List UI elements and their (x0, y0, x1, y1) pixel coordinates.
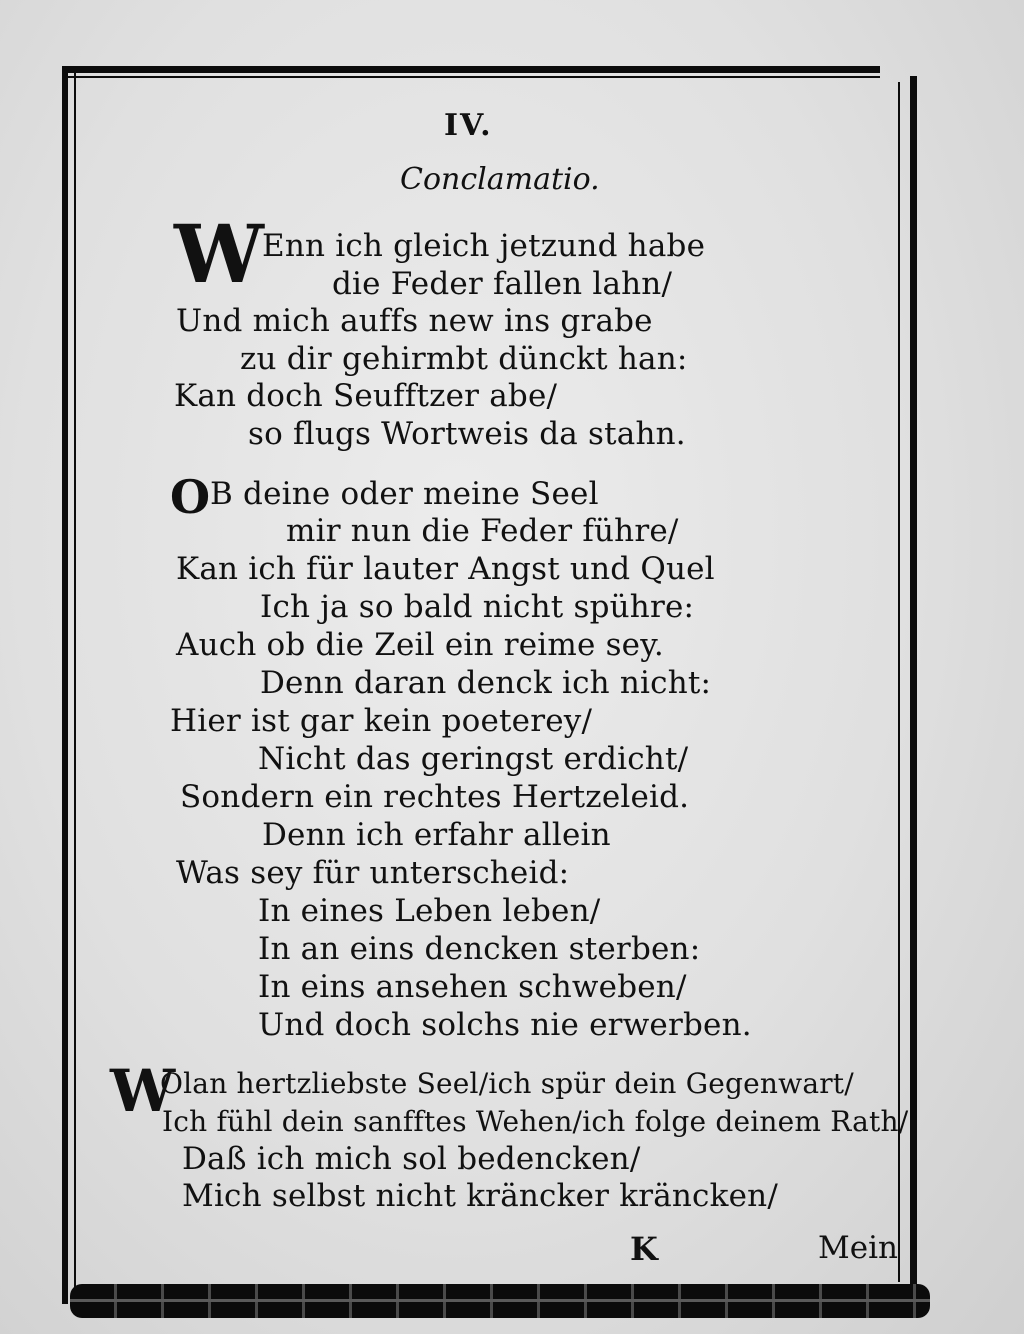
verse-line: zu dir gehirmbt dünckt han: (240, 341, 688, 377)
poem-title: Conclamatio. (400, 162, 600, 197)
verse-line: Auch ob die Zeil ein reime sey. (176, 627, 664, 663)
drop-cap-initial: W (174, 207, 264, 301)
verse-line: Was sey für unterscheid: (176, 855, 570, 891)
verse-line: In an eins dencken sterben: (258, 931, 701, 967)
verse-line: Olan hertzliebste Seel/ich spür dein Gegenwart/ (160, 1067, 854, 1100)
frame-top-inner-rule (62, 76, 880, 78)
verse-line: Kan ich für lauter Angst und Quel (176, 551, 715, 587)
verse-line: Und doch solchs nie erwerben. (258, 1007, 752, 1043)
verse-line: so flugs Wortweis da stahn. (248, 416, 686, 452)
verse-line: Mich selbst nicht kräncker kräncken/ (182, 1178, 778, 1214)
verse-line: Und mich auffs new ins grabe (176, 303, 653, 339)
verse-line: In eines Leben leben/ (258, 893, 601, 929)
frame-right-rule (910, 76, 917, 1290)
verse-line: die Feder fallen lahn/ (332, 266, 673, 302)
drop-cap-initial: W (110, 1057, 176, 1125)
signature-mark: K (630, 1230, 658, 1268)
verse-line: Ich ja so bald nicht spühre: (260, 589, 695, 625)
frame-top-rule (62, 66, 880, 73)
verse-line: Sondern ein rechtes Hertzeleid. (180, 779, 690, 815)
verse-line: Denn daran denck ich nicht: (260, 665, 712, 701)
verse-line: In eins ansehen schweben/ (258, 969, 687, 1005)
ornamental-bottom-border (70, 1284, 930, 1318)
verse-line: Ich fühl dein sanfftes Wehen/ich folge deinem Rath/ (162, 1105, 909, 1138)
frame-left-rule (62, 66, 68, 1304)
verse-line: Kan doch Seufftzer abe/ (174, 378, 558, 414)
verse-line: Daß ich mich sol bedencken/ (182, 1141, 641, 1177)
verse-line: mir nun die Feder führe/ (286, 513, 679, 549)
section-number: IV. (444, 108, 493, 143)
verse-line: Nicht das geringst erdicht/ (258, 741, 689, 777)
frame-left-inner-rule (74, 72, 76, 1296)
verse-line: Hier ist gar kein poeterey/ (170, 703, 593, 739)
verse-line: Enn ich gleich jetzund habe (262, 228, 706, 264)
catchword: Mein (818, 1230, 898, 1266)
verse-line: B deine oder meine Seel (210, 476, 599, 512)
drop-cap-initial: O (170, 470, 211, 524)
frame-right-inner-rule (898, 82, 900, 1282)
verse-line: Denn ich erfahr allein (262, 817, 611, 853)
